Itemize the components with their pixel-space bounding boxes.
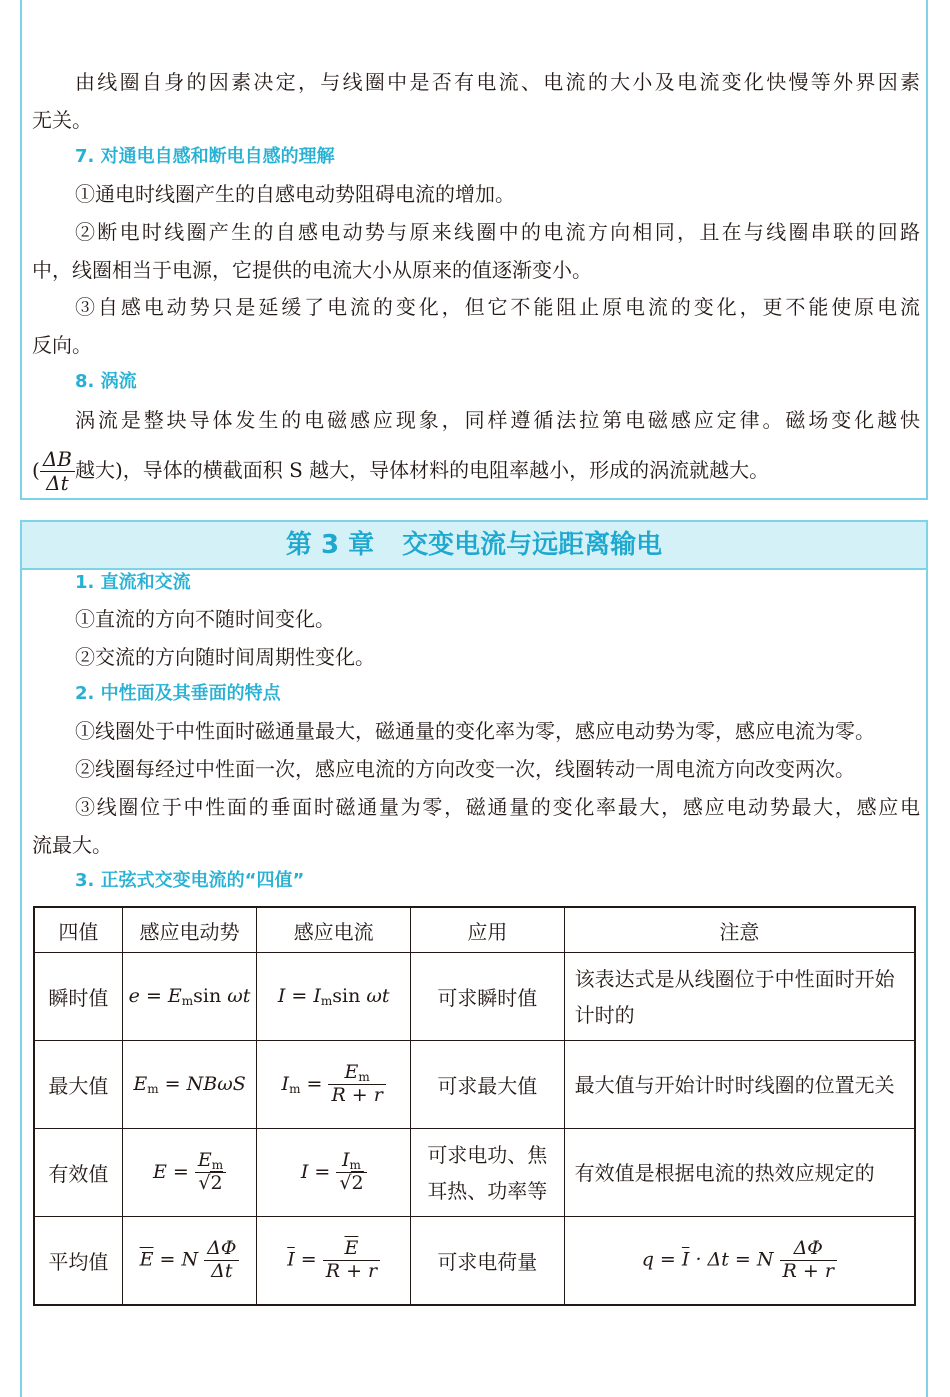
chapter-title: 交变电流与远距离输电: [402, 530, 663, 560]
emf-formula: E = $\frac{E_m}{√2}$: [122, 1129, 257, 1217]
row-name: 平均值: [34, 1217, 122, 1306]
table-row: [34, 953, 915, 1041]
fraction-denominator: Δt: [46, 471, 69, 495]
application-cell: 可求电功、焦耳热、功率等: [410, 1129, 564, 1217]
current-formula: $I_m$ = $\frac{E_m}{R + r}$: [257, 1041, 411, 1129]
note-cell: 最大值与开始计时时线圈的位置无关: [564, 1041, 915, 1129]
paragraph: ②断电时线圈产生的自感电动势与原来线圈中的电流方向相同，且在与线圈串联的回路: [75, 220, 920, 244]
note-formula: $q = \overline{I} \cdot \Delta t = N$ $\frac{\Delta\Phi}{R + r}$: [564, 1217, 915, 1306]
emf-formula: $e = E_m\sin$ ωt: [122, 953, 257, 1041]
paragraph: 中，线圈相当于电源，它提供的电流大小从原来的值逐渐变小。: [32, 258, 592, 282]
table-row: [34, 1041, 915, 1129]
header-cell: 注意: [564, 907, 915, 953]
paragraph: ①线圈处于中性面时磁通量最大，磁通量的变化率为零，感应电动势为零，感应电流为零。: [75, 719, 875, 743]
paragraph: 无关。: [32, 108, 92, 132]
paren-open: (: [32, 458, 40, 482]
note-cell: 该表达式是从线圈位于中性面时开始计时的: [564, 953, 915, 1041]
paragraph: ①直流的方向不随时间变化。: [75, 607, 335, 631]
paragraph: ③线圈位于中性面的垂面时磁通量为零，磁通量的变化率最大，感应电动势最大，感应电: [75, 795, 920, 819]
section-heading: 7. 对通电自感和断电自感的理解: [75, 146, 335, 167]
note-cell: 有效值是根据电流的热效应规定的: [564, 1129, 915, 1217]
emf-formula: $\overline{E} = N$ $\frac{\Delta\Phi}{\Delta t}$: [122, 1217, 257, 1306]
paragraph: ②交流的方向随时间周期性变化。: [75, 645, 375, 669]
current-formula: $I = I_m\sin$ ωt: [257, 953, 411, 1041]
current-formula: $\overline{I}$ = $\frac{\overline{E}}{R + r}$: [257, 1217, 411, 1306]
header-cell: 四值: [34, 907, 122, 953]
header-cell: 感应电流: [257, 907, 411, 953]
application-cell: 可求最大值: [410, 1041, 564, 1129]
paragraph: 由线圈自身的因素决定，与线圈中是否有电流、电流的大小及电流变化快慢等外界因素: [75, 70, 920, 94]
section-heading: 3. 正弦式交变电流的“四值”: [75, 870, 305, 891]
four-values-table: [33, 906, 916, 1306]
paragraph: 流最大。: [32, 833, 112, 857]
application-cell: 可求瞬时值: [410, 953, 564, 1041]
section-heading: 1. 直流和交流: [75, 572, 191, 593]
paragraph: ②线圈每经过中性面一次，感应电流的方向改变一次，线圈转动一周电流方向改变两次。: [75, 757, 855, 781]
application-cell: 可求电荷量: [410, 1217, 564, 1306]
header-cell: 感应电动势: [122, 907, 257, 953]
paragraph-with-fraction: [32, 444, 920, 496]
section-heading: 2. 中性面及其垂面的特点: [75, 683, 281, 704]
row-name: 最大值: [34, 1041, 122, 1129]
current-formula: I = $\frac{I_m}{√2}$: [257, 1129, 411, 1217]
row-name: 有效值: [34, 1129, 122, 1217]
paragraph: ①通电时线圈产生的自感电动势阻碍电流的增加。: [75, 182, 515, 206]
chapter-number: 第 3 章: [285, 530, 375, 560]
table-row: [34, 1129, 915, 1217]
paragraph: 反向。: [32, 333, 92, 357]
fraction-dB-dt: [40, 448, 75, 495]
emf-formula: $E_m = NB\omega S$: [122, 1041, 257, 1129]
paragraph: ③自感电动势只是延缓了电流的变化，但它不能阻止原电流的变化，更不能使原电流: [75, 295, 920, 319]
header-cell: 应用: [410, 907, 564, 953]
table-header-row: [34, 907, 915, 953]
fraction-numerator: ΔB: [40, 448, 75, 472]
chapter-title-band: [22, 522, 926, 570]
table-row: [34, 1217, 915, 1306]
paragraph: 涡流是整块导体发生的电磁感应现象，同样遵循法拉第电磁感应定律。磁场变化越快: [75, 408, 920, 432]
section-heading: 8. 涡流: [75, 371, 137, 392]
row-name: 瞬时值: [34, 953, 122, 1041]
paragraph-rest: 越大)，导体的横截面积 S 越大，导体材料的电阻率越小，形成的涡流就越大。: [74, 458, 770, 482]
